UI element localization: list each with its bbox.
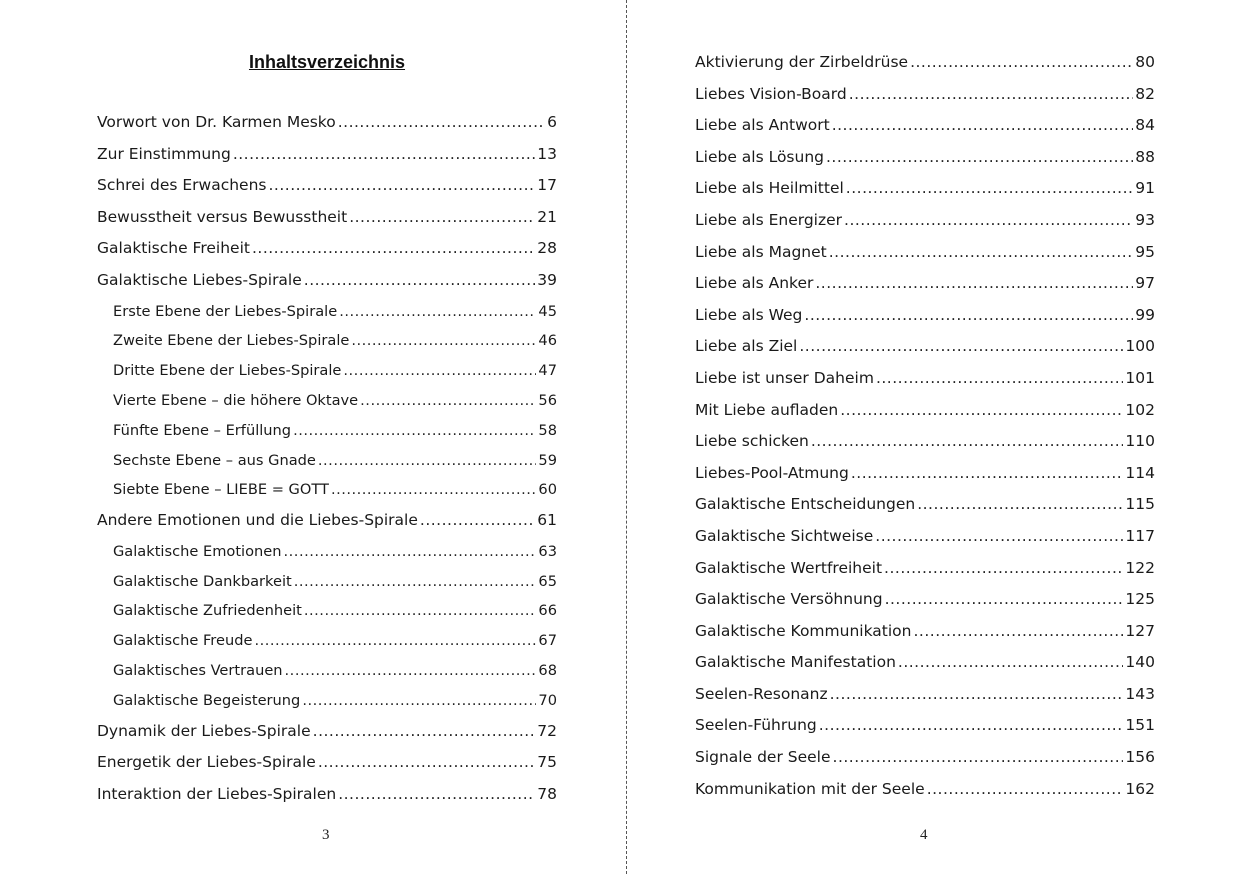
toc-leader-dots [304, 601, 537, 621]
toc-leader-dots [815, 273, 1133, 293]
toc-entry-label: Zur Einstimmung [97, 144, 231, 163]
toc-entry [695, 526, 1155, 558]
toc-entry [695, 621, 1155, 653]
page-divider [626, 0, 627, 874]
toc-entry-page-number: 45 [538, 302, 557, 320]
toc-leader-dots [819, 715, 1124, 735]
toc-entry [97, 112, 557, 144]
toc-entry-page-number: 110 [1125, 432, 1155, 451]
toc-entry-page-number: 115 [1125, 495, 1155, 514]
toc-entry-page-number: 58 [538, 421, 557, 439]
toc-leader-dots [338, 784, 535, 804]
toc-leader-dots [338, 112, 545, 132]
toc-entry-page-number: 88 [1135, 147, 1155, 166]
toc-entry-label: Schrei des Erwachens [97, 176, 267, 195]
page-title: Inhaltsverzeichnis [248, 52, 406, 72]
toc-entry-page-number: 70 [538, 691, 557, 709]
toc-leader-dots [851, 463, 1124, 483]
toc-entry-page-number: 21 [537, 207, 557, 226]
toc-entry-page-number: 66 [538, 602, 557, 620]
toc-leader-dots [318, 752, 535, 772]
toc-leader-dots [826, 147, 1133, 167]
toc-leader-dots [420, 510, 535, 530]
toc-leader-dots [285, 661, 537, 681]
toc-leader-dots [846, 178, 1133, 198]
toc-leader-dots [339, 302, 536, 322]
toc-entry-label: Liebe als Energizer [695, 210, 843, 229]
toc-leader-dots [844, 210, 1133, 230]
toc-entry [695, 431, 1155, 463]
toc-entry-page-number: 101 [1125, 368, 1155, 387]
toc-leader-dots [351, 331, 536, 351]
toc-entry-page-number: 93 [1135, 210, 1155, 229]
toc-entry [97, 175, 557, 207]
toc-entry-page-number: 140 [1125, 653, 1155, 672]
toc-entry-page-number: 114 [1125, 463, 1155, 482]
toc-leader-dots [269, 175, 536, 195]
toc-leader-dots [898, 652, 1124, 672]
toc-entry [97, 361, 557, 391]
toc-entry-label: Vierte Ebene – die höhere Oktave [113, 391, 359, 409]
toc-entry-label: Galaktische Versöhnung [695, 590, 883, 609]
toc-entry-page-number: 100 [1125, 337, 1155, 356]
toc-entry-label: Bewusstheit versus Bewusstheit [97, 207, 348, 226]
toc-entry [695, 684, 1155, 716]
toc-entry-label: Liebe als Magnet [695, 242, 827, 261]
page-number-right: 4 [920, 827, 928, 843]
toc-entry [695, 273, 1155, 305]
toc-entry-page-number: 65 [538, 572, 557, 590]
toc-leader-dots [829, 242, 1134, 262]
toc-list-right [695, 52, 1155, 810]
toc-entry [695, 52, 1155, 84]
toc-entry-page-number: 28 [537, 239, 557, 258]
toc-entry [97, 510, 557, 542]
toc-entry [97, 784, 557, 816]
toc-entry-label: Galaktische Wertfreiheit [695, 558, 883, 577]
toc-entry [695, 368, 1155, 400]
toc-entry [97, 601, 557, 631]
toc-leader-dots [830, 684, 1124, 704]
toc-leader-dots [884, 558, 1123, 578]
toc-entry-page-number: 156 [1125, 748, 1155, 767]
toc-entry-page-number: 56 [538, 391, 557, 409]
toc-entry [97, 331, 557, 361]
toc-entry-label: Galaktische Dankbarkeit [113, 572, 292, 590]
toc-entry [97, 144, 557, 176]
toc-entry [97, 391, 557, 421]
toc-leader-dots [927, 779, 1124, 799]
toc-entry-page-number: 102 [1125, 400, 1155, 419]
toc-entry-label: Liebe als Ziel [695, 337, 798, 356]
toc-leader-dots [840, 400, 1123, 420]
toc-entry-page-number: 151 [1125, 716, 1155, 735]
toc-entry [695, 779, 1155, 811]
toc-entry-label: Mit Liebe aufladen [695, 400, 839, 419]
toc-entry [97, 631, 557, 661]
toc-entry [97, 572, 557, 602]
toc-leader-dots [233, 144, 535, 164]
toc-leader-dots [876, 368, 1123, 388]
toc-entry-page-number: 117 [1125, 526, 1155, 545]
toc-leader-dots [343, 361, 536, 381]
toc-entry [695, 242, 1155, 274]
toc-entry-label: Liebe als Antwort [695, 116, 830, 135]
toc-entry-label: Sechste Ebene – aus Gnade [113, 451, 316, 469]
toc-entry [695, 305, 1155, 337]
toc-entry [695, 400, 1155, 432]
toc-entry-page-number: 39 [537, 270, 557, 289]
toc-entry-label: Liebe ist unser Daheim [695, 368, 874, 387]
toc-entry-label: Galaktische Manifestation [695, 653, 896, 672]
toc-leader-dots [833, 747, 1124, 767]
toc-entry-page-number: 60 [538, 481, 557, 499]
toc-entry-page-number: 127 [1125, 621, 1155, 640]
toc-entry-label: Galaktisches Vertrauen [113, 661, 283, 679]
toc-entry-label: Galaktische Emotionen [113, 542, 282, 560]
toc-entry-label: Zweite Ebene der Liebes-Spirale [113, 332, 350, 350]
toc-leader-dots [294, 572, 537, 592]
toc-entry-page-number: 143 [1125, 684, 1155, 703]
toc-entry [97, 451, 557, 481]
toc-entry-label: Galaktische Liebes-Spirale [97, 270, 302, 289]
toc-entry [97, 421, 557, 451]
toc-entry-label: Andere Emotionen und die Liebes-Spirale [97, 511, 418, 530]
toc-entry [695, 336, 1155, 368]
toc-entry-page-number: 125 [1125, 590, 1155, 609]
toc-entry-label: Kommunikation mit der Seele [695, 779, 925, 798]
toc-leader-dots [302, 691, 536, 711]
toc-leader-dots [331, 480, 536, 500]
toc-leader-dots [804, 305, 1133, 325]
toc-entry-label: Erste Ebene der Liebes-Spirale [113, 302, 338, 320]
toc-entry-page-number: 67 [538, 632, 557, 650]
toc-leader-dots [360, 391, 536, 411]
toc-leader-dots [799, 336, 1123, 356]
toc-entry-page-number: 47 [538, 362, 557, 380]
toc-leader-dots [885, 589, 1124, 609]
toc-entry-label: Aktivierung der Zirbeldrüse [695, 53, 909, 71]
toc-entry-label: Liebe schicken [695, 432, 809, 451]
toc-entry-label: Liebe als Heilmittel [695, 179, 844, 198]
toc-entry-label: Liebe als Lösung [695, 147, 824, 166]
toc-entry-page-number: 17 [537, 176, 557, 195]
toc-entry-page-number: 99 [1135, 305, 1155, 324]
toc-entry-page-number: 13 [537, 144, 557, 163]
toc-entry [695, 589, 1155, 621]
toc-entry-page-number: 95 [1135, 242, 1155, 261]
toc-entry-label: Dritte Ebene der Liebes-Spirale [113, 362, 342, 380]
toc-leader-dots [832, 115, 1134, 135]
toc-entry [695, 652, 1155, 684]
toc-entry [97, 302, 557, 332]
toc-entry-page-number: 59 [538, 451, 557, 469]
toc-entry [97, 721, 557, 753]
toc-leader-dots [849, 84, 1134, 104]
toc-entry-label: Vorwort von Dr. Karmen Mesko [97, 113, 336, 131]
toc-entry-label: Galaktische Kommunikation [695, 621, 912, 640]
toc-entry-page-number: 78 [537, 784, 557, 803]
page-number-left: 3 [322, 827, 330, 843]
toc-leader-dots [349, 207, 535, 227]
toc-entry-label: Liebes-Pool-Atmung [695, 463, 849, 482]
toc-leader-dots [913, 621, 1123, 641]
toc-leader-dots [293, 421, 536, 441]
toc-entry-page-number: 75 [537, 753, 557, 772]
toc-entry [97, 691, 557, 721]
toc-entry-page-number: 72 [537, 721, 557, 740]
toc-entry-page-number: 82 [1135, 84, 1155, 103]
toc-leader-dots [313, 721, 536, 741]
toc-entry-label: Seelen-Resonanz [695, 684, 828, 703]
toc-entry [695, 558, 1155, 590]
toc-entry-label: Interaktion der Liebes-Spiralen [97, 784, 337, 803]
toc-entry-page-number: 84 [1135, 116, 1155, 135]
toc-entry-label: Liebe als Anker [695, 274, 814, 293]
toc-entry [695, 178, 1155, 210]
toc-entry [97, 270, 557, 302]
toc-entry-label: Energetik der Liebes-Spirale [97, 753, 316, 772]
toc-entry [695, 84, 1155, 116]
toc-entry-label: Galaktische Freiheit [97, 239, 250, 258]
toc-entry-label: Seelen-Führung [695, 716, 817, 735]
toc-entry-page-number: 122 [1125, 558, 1155, 577]
toc-leader-dots [917, 494, 1123, 514]
toc-entry [695, 147, 1155, 179]
toc-entry-page-number: 97 [1135, 274, 1155, 293]
toc-entry-label: Signale der Seele [695, 748, 831, 767]
toc-entry-label: Dynamik der Liebes-Spirale [97, 721, 311, 740]
toc-entry-label: Galaktische Entscheidungen [695, 495, 916, 514]
right-page [628, 0, 1248, 874]
toc-entry [97, 238, 557, 270]
toc-entry [695, 715, 1155, 747]
toc-leader-dots [284, 542, 537, 562]
toc-entry-label: Galaktische Zufriedenheit [113, 602, 302, 620]
toc-entry-label: Siebte Ebene – LIEBE = GOTT [113, 481, 329, 499]
toc-entry [695, 747, 1155, 779]
toc-entry-label: Galaktische Freude [113, 632, 253, 650]
toc-entry-page-number: 63 [538, 542, 557, 560]
toc-entry-label: Fünfte Ebene – Erfüllung [113, 421, 292, 439]
toc-entry-page-number: 6 [547, 113, 557, 131]
toc-entry-page-number: 91 [1135, 179, 1155, 198]
toc-entry [695, 115, 1155, 147]
toc-entry-label: Liebe als Weg [695, 305, 803, 324]
toc-list-left [97, 112, 557, 815]
toc-entry [695, 210, 1155, 242]
toc-leader-dots [811, 431, 1124, 451]
toc-leader-dots [318, 451, 537, 471]
toc-leader-dots [252, 238, 535, 258]
toc-entry-page-number: 61 [537, 511, 557, 530]
toc-leader-dots [304, 270, 535, 290]
toc-entry [97, 542, 557, 572]
toc-leader-dots [910, 52, 1133, 72]
toc-entry [695, 494, 1155, 526]
toc-entry [97, 661, 557, 691]
toc-entry [97, 752, 557, 784]
toc-entry-page-number: 162 [1125, 779, 1155, 798]
toc-entry-page-number: 46 [538, 332, 557, 350]
toc-leader-dots [875, 526, 1123, 546]
toc-entry [97, 480, 557, 510]
toc-entry-label: Liebes Vision-Board [695, 84, 847, 103]
toc-leader-dots [254, 631, 536, 651]
toc-entry-label: Galaktische Sichtweise [695, 526, 874, 545]
toc-entry [97, 207, 557, 239]
toc-entry-page-number: 80 [1135, 53, 1155, 71]
toc-entry-label: Galaktische Begeisterung [113, 691, 301, 709]
toc-entry [695, 463, 1155, 495]
toc-entry-page-number: 68 [538, 661, 557, 679]
